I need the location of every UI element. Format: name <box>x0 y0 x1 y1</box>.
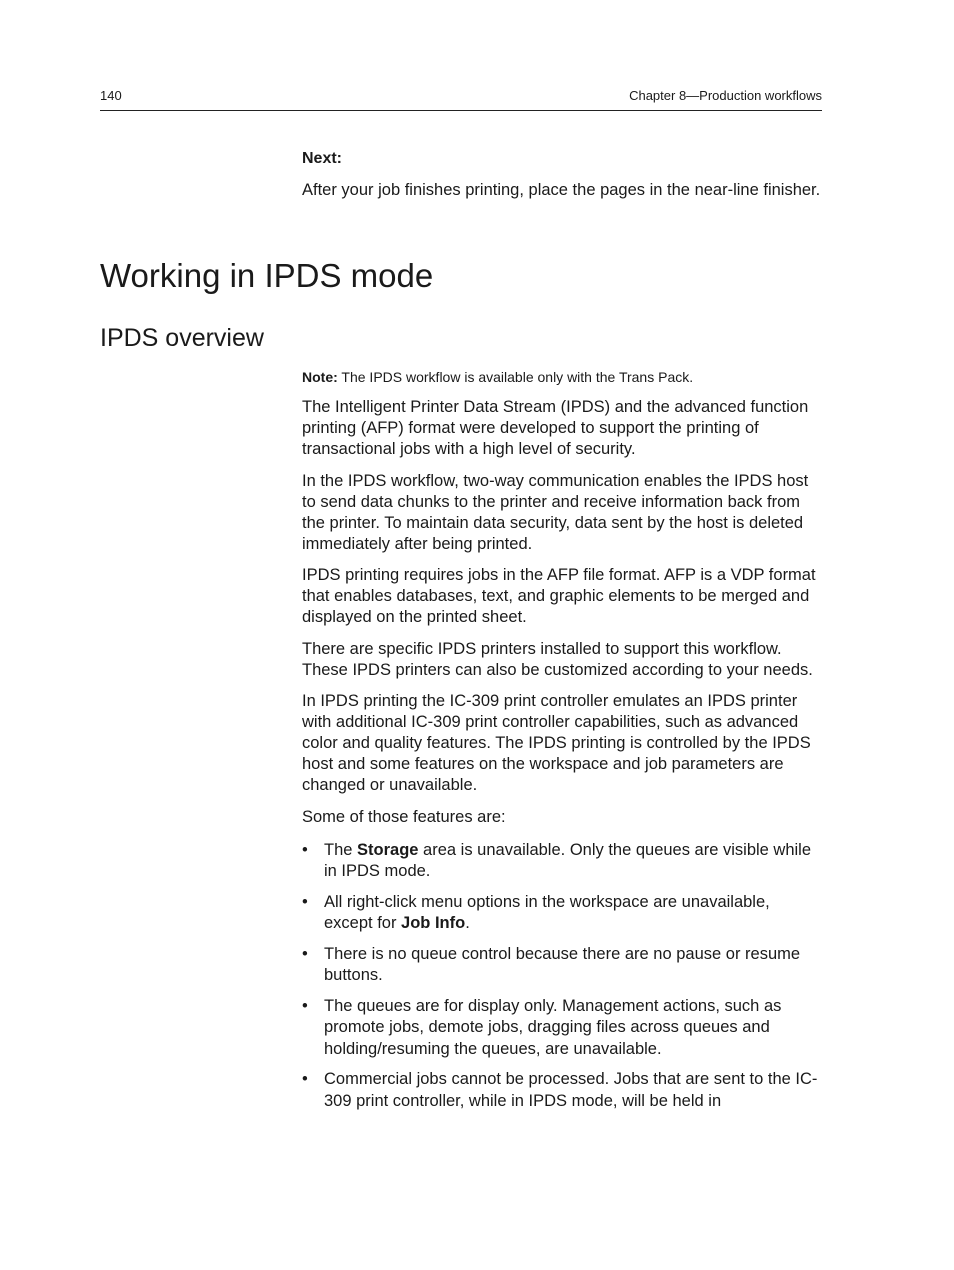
job-info-term: Job Info <box>401 914 466 932</box>
list-item: • The queues are for display only. Management actions, such as promote jobs, demote jobs, dragging files across queues and holding/resuming the queues, are unavailable. <box>302 996 782 1058</box>
list-item: • Commercial jobs cannot be processed. Jobs that are sent to the IC-309 print controller, while in IPDS mode, will be held in <box>302 1070 818 1110</box>
storage-term: Storage <box>357 840 419 859</box>
feature-list <box>302 840 822 1113</box>
note <box>302 368 822 386</box>
main-content <box>302 368 822 1121</box>
list-item: • All right-click menu options in the workspace are unavailable, except for Job Info. <box>302 892 770 932</box>
next-block <box>302 149 822 201</box>
paragraph: The Intelligent Printer Data Stream (IPDS) and the advanced function printing (AFP) format were developed to support the printing of transactional jobs with a high level of security. <box>302 398 809 458</box>
bullet-mark: • <box>302 996 308 1015</box>
paragraph: Some of those features are: <box>302 807 506 826</box>
list-item: • The Storage area is unavailable. Only the queues are visible while in IPDS mode. <box>302 840 812 880</box>
next-label: Next: <box>302 150 343 167</box>
list-item: • There is no queue control because there are no pause or resume buttons. <box>302 944 801 984</box>
bullet-mark: • <box>302 1070 308 1088</box>
bullet-mark: • <box>302 944 308 963</box>
bullet-mark: • <box>302 840 308 859</box>
note-text: The IPDS workflow is available only with the Trans Pack. <box>337 369 694 385</box>
bullet-mark: • <box>302 892 308 911</box>
next-text: After your job finishes printing, place the pages in the near-line finisher. <box>302 181 821 199</box>
page-header <box>100 88 822 111</box>
paragraph: There are specific IPDS printers installed to support this workflow. These IPDS printers can also be customized according to your needs. <box>302 639 813 679</box>
subsection-title: IPDS overview <box>100 324 264 352</box>
running-head: Chapter 8—Production workflows <box>629 88 822 103</box>
note-label: Note: <box>302 369 338 385</box>
page-number: 140 <box>100 88 122 103</box>
paragraph: IPDS printing requires jobs in the AFP file format. AFP is a VDP format that enables databases, text, and graphic elements to be merged and displayed on the printed sheet. <box>302 566 816 626</box>
section-title: Working in IPDS mode <box>100 257 434 294</box>
paragraph: In the IPDS workflow, two-way communication enables the IPDS host to send data chunks to the printer and receive information back from the printer. To maintain data security, data sent by the host is deleted immediately after being printed. <box>302 471 809 553</box>
paragraph: In IPDS printing the IC-309 print controller emulates an IPDS printer with additional IC-309 print controller capabilities, such as advanced color and quality features. The IPDS printing is controlled by the IPDS host and some features on the workspace and job parameters are changed or unavailable. <box>302 692 811 794</box>
